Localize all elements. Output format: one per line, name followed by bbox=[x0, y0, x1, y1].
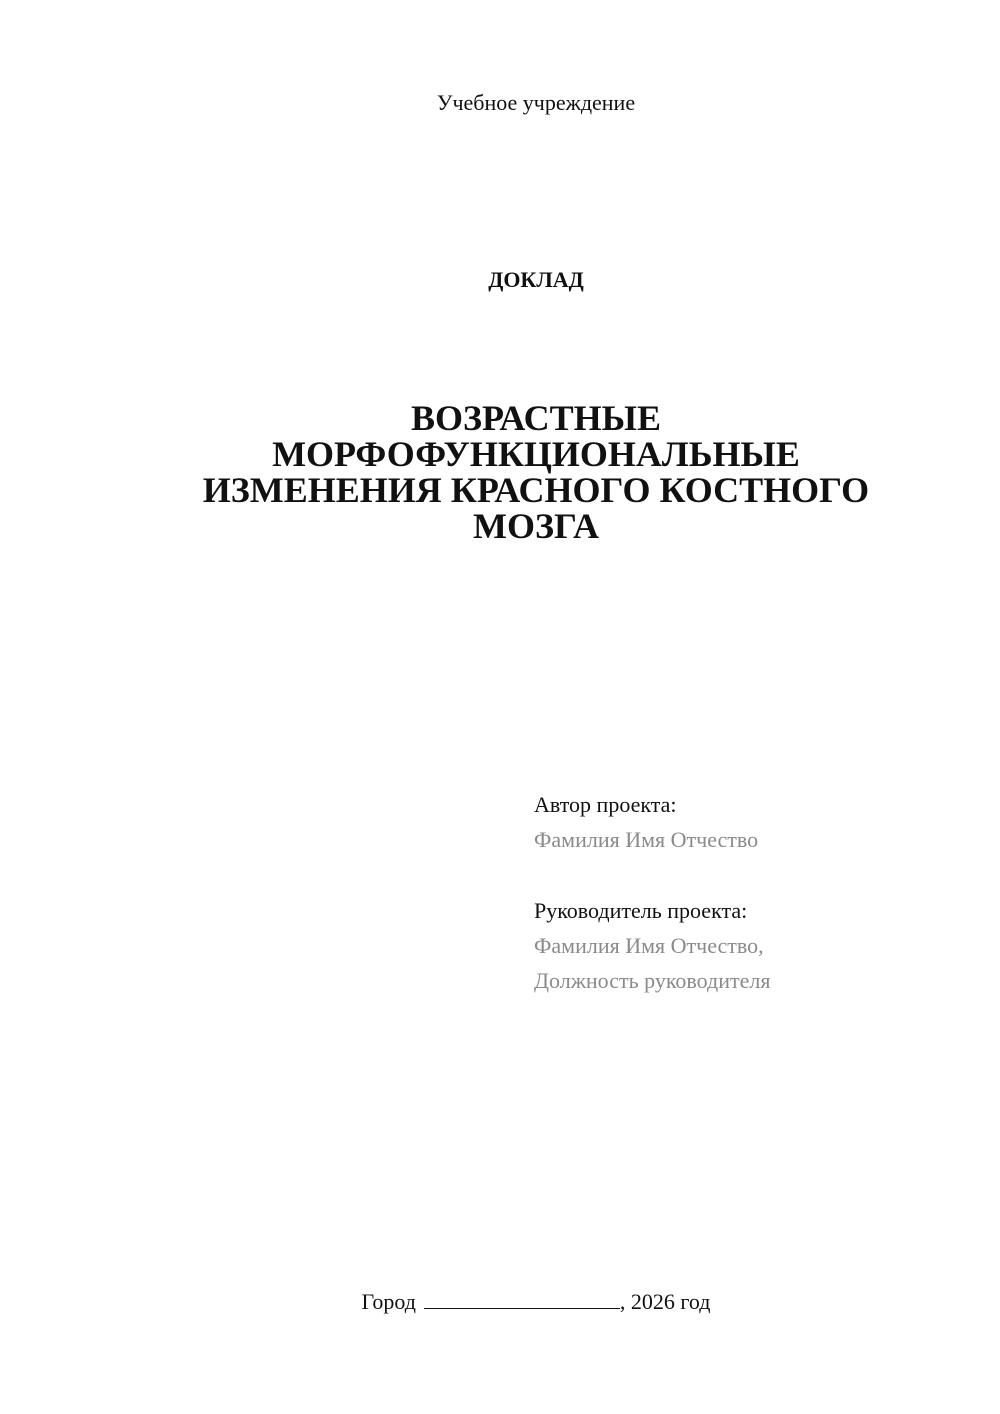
supervisor-name: Фамилия Имя Отчество, bbox=[534, 933, 764, 958]
city-label: Город bbox=[361, 1289, 416, 1314]
city-blank-underline bbox=[424, 1290, 620, 1309]
title-line: МОЗГА bbox=[473, 506, 599, 546]
supervisor-label: Руководитель проекта: bbox=[534, 898, 748, 923]
year-text: , 2026 год bbox=[619, 1289, 711, 1314]
supervisor-position: Должность руководителя bbox=[534, 968, 771, 993]
author-name: Фамилия Имя Отчество bbox=[534, 827, 759, 852]
title-line: МОРФОФУНКЦИОНАЛЬНЫЕ bbox=[272, 434, 800, 474]
credits-block bbox=[534, 787, 974, 998]
title-line: ИЗМЕНЕНИЯ КРАСНОГО КОСТНОГО bbox=[202, 470, 870, 510]
author-label: Автор проекта: bbox=[534, 792, 677, 817]
institution-name: Учебное учреждение bbox=[436, 90, 636, 115]
city-year-line bbox=[0, 1289, 1000, 1315]
credits-spacer bbox=[534, 857, 974, 893]
title-line: ВОЗРАСТНЫЕ bbox=[411, 398, 661, 438]
document-type: ДОКЛАД bbox=[488, 267, 584, 292]
document-title bbox=[150, 400, 922, 544]
